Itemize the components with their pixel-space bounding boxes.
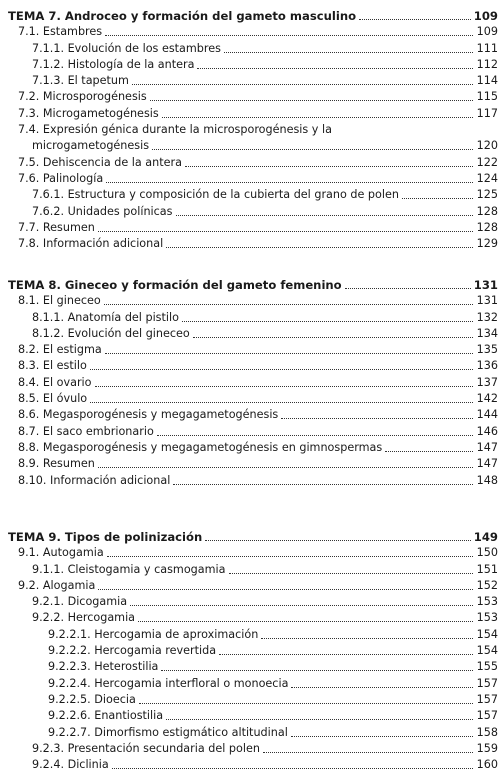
toc-entry[interactable] bbox=[8, 88, 498, 104]
toc-entry[interactable] bbox=[8, 325, 498, 341]
toc-entry[interactable] bbox=[8, 544, 498, 560]
toc-entry[interactable] bbox=[8, 308, 498, 324]
toc-page-number: 111 bbox=[476, 41, 498, 55]
dot-leader bbox=[219, 654, 473, 655]
chapter-heading[interactable] bbox=[8, 3, 498, 23]
toc-page-number: 151 bbox=[476, 562, 498, 576]
toc-entry-title: 8.1.2. Evolución del gineceo bbox=[32, 326, 190, 340]
toc-entry-title: 8.6. Megasporogénesis y megagametogénesis bbox=[18, 408, 279, 422]
toc-entry-title: 9.1.1. Cleistogamia y casmogamia bbox=[32, 562, 226, 576]
toc-entry[interactable] bbox=[8, 707, 498, 723]
dot-leader bbox=[150, 100, 473, 101]
toc-page-number: 122 bbox=[476, 155, 498, 169]
toc-page-number: 146 bbox=[476, 424, 498, 438]
toc-entry[interactable] bbox=[8, 56, 498, 72]
toc-entry-title: 7.3. Microgametogénesis bbox=[18, 106, 159, 120]
toc-entry-title: 8.7. El saco embrionario bbox=[18, 424, 154, 438]
dot-leader bbox=[98, 589, 473, 590]
dot-leader bbox=[107, 556, 473, 557]
toc-entry-title: 7.2. Microsporogénesis bbox=[18, 90, 147, 104]
dot-leader bbox=[104, 304, 473, 305]
dot-leader bbox=[402, 198, 473, 199]
toc-entry[interactable] bbox=[8, 625, 498, 641]
toc-entry[interactable] bbox=[8, 577, 498, 593]
dot-leader bbox=[359, 19, 471, 20]
dot-leader bbox=[139, 703, 473, 704]
toc-entry-title: TEMA 7. Androceo y formación del gameto masculino bbox=[8, 9, 357, 23]
toc-entry[interactable] bbox=[8, 137, 498, 153]
dot-leader bbox=[176, 215, 474, 216]
dot-leader bbox=[182, 321, 473, 322]
toc-page-number: 109 bbox=[476, 25, 498, 39]
toc-page-number: 152 bbox=[476, 578, 498, 592]
chapter-heading[interactable] bbox=[8, 272, 498, 292]
toc-entry-first-line[interactable]: 7.4. Expresión génica durante la microsporogénesis y la bbox=[18, 123, 332, 137]
toc-entry[interactable] bbox=[8, 235, 498, 251]
toc-entry-title: 9.2.2. Hercogamia bbox=[32, 611, 136, 625]
dot-leader bbox=[106, 182, 473, 183]
toc-entry[interactable] bbox=[8, 609, 498, 625]
toc-page-number: 153 bbox=[476, 611, 498, 625]
toc-page-number: 109 bbox=[473, 9, 498, 23]
toc-page-number: 157 bbox=[476, 692, 498, 706]
toc-entry-title: 8.3. El estilo bbox=[18, 359, 87, 373]
toc-entry-title: 9.2.4. Diclinia bbox=[32, 758, 109, 772]
toc-page-number: 159 bbox=[476, 741, 498, 755]
toc-entry[interactable] bbox=[8, 373, 498, 389]
toc-entry[interactable] bbox=[8, 202, 498, 218]
toc-page-number: 128 bbox=[476, 204, 498, 218]
toc-entry[interactable] bbox=[8, 560, 498, 576]
dot-leader bbox=[157, 435, 473, 436]
toc-entry[interactable] bbox=[8, 170, 498, 186]
toc-page-number: 128 bbox=[476, 220, 498, 234]
dot-leader bbox=[261, 638, 473, 639]
dot-leader bbox=[112, 768, 473, 769]
toc-section-tema-7 bbox=[8, 3, 498, 251]
dot-leader bbox=[229, 573, 474, 574]
dot-leader bbox=[90, 402, 473, 403]
dot-leader bbox=[224, 52, 473, 53]
toc-entry-title: 7.5. Dehiscencia de la antera bbox=[18, 155, 182, 169]
toc-entry-title: 9.2.2.1. Hercogamia de aproximación bbox=[48, 627, 259, 641]
dot-leader bbox=[130, 605, 473, 606]
toc-page-number: 150 bbox=[476, 546, 498, 560]
dot-leader bbox=[385, 451, 473, 452]
toc-page-number: 114 bbox=[476, 74, 498, 88]
dot-leader bbox=[193, 337, 473, 338]
toc-page-number: 154 bbox=[476, 627, 498, 641]
toc-page-number: 158 bbox=[476, 725, 498, 739]
toc-entry[interactable] bbox=[8, 186, 498, 202]
dot-leader bbox=[185, 166, 473, 167]
toc-entry-title: 9.2.2.4. Hercogamia interfloral o monoecia bbox=[48, 676, 289, 690]
toc-entry-title: microgametogénesis bbox=[32, 139, 150, 153]
toc-entry-title: 7.1.1. Evolución de los estambres bbox=[32, 41, 221, 55]
toc-page-number: 160 bbox=[476, 758, 498, 772]
toc-entry[interactable] bbox=[8, 593, 498, 609]
dot-leader bbox=[162, 117, 473, 118]
toc-page-number: 124 bbox=[476, 171, 498, 185]
dot-leader bbox=[291, 687, 473, 688]
toc-entry-title: TEMA 8. Gineceo y formación del gameto femenino bbox=[8, 278, 342, 292]
dot-leader bbox=[132, 84, 473, 85]
toc-page-number: 132 bbox=[476, 310, 498, 324]
toc-page-number: 136 bbox=[476, 359, 498, 373]
toc-entry[interactable] bbox=[8, 674, 498, 690]
toc-entry-title: 7.6.2. Unidades polínicas bbox=[32, 204, 173, 218]
toc-entry-title: 8.1.1. Anatomía del pistilo bbox=[32, 310, 179, 324]
toc-page-number: 129 bbox=[476, 237, 498, 251]
toc-entry[interactable] bbox=[8, 455, 498, 471]
toc-entry[interactable] bbox=[8, 740, 498, 756]
toc-entry[interactable] bbox=[8, 72, 498, 88]
toc-entry-title: 7.6.1. Estructura y composición de la cubierta del grano de polen bbox=[32, 188, 399, 202]
dot-leader bbox=[281, 418, 473, 419]
toc-entry-title: 7.6. Palinología bbox=[18, 171, 104, 185]
toc-entry[interactable] bbox=[8, 406, 498, 422]
toc-entry[interactable] bbox=[8, 390, 498, 406]
toc-page-number: 147 bbox=[476, 440, 498, 454]
toc-entry-title: 9.2.1. Dicogamia bbox=[32, 595, 128, 609]
toc-section-tema-8 bbox=[8, 272, 498, 488]
toc-entry[interactable] bbox=[8, 471, 498, 487]
toc-entry-title: 8.10. Información adicional bbox=[18, 473, 171, 487]
toc-entry[interactable] bbox=[8, 642, 498, 658]
toc-entry[interactable] bbox=[8, 104, 498, 120]
toc-page-number: 135 bbox=[476, 343, 498, 357]
toc-entry-title: 8.8. Megasporogénesis y megagametogénesis en gimnospermas bbox=[18, 440, 383, 454]
toc-entry-title: 7.8. Información adicional bbox=[18, 237, 164, 251]
dot-leader bbox=[105, 353, 473, 354]
toc-entry-title: 9.2.2.6. Enantiostilia bbox=[48, 709, 164, 723]
dot-leader bbox=[205, 540, 471, 541]
toc-entry[interactable] bbox=[8, 723, 498, 739]
toc-entry-title: 7.1.3. El tapetum bbox=[32, 74, 129, 88]
toc-page-number: 142 bbox=[476, 392, 498, 406]
toc-page-number: 117 bbox=[476, 106, 498, 120]
toc-entry-title: 9.1. Autogamia bbox=[18, 546, 104, 560]
toc-page-number: 147 bbox=[476, 457, 498, 471]
toc-page-number: 149 bbox=[473, 530, 498, 544]
toc-entry[interactable] bbox=[8, 439, 498, 455]
toc-entry-title: 9.2.2.7. Dimorfismo estigmático altitudinal bbox=[48, 725, 288, 739]
dot-leader bbox=[197, 68, 473, 69]
toc-entry[interactable] bbox=[8, 219, 498, 235]
toc-entry-title: 9.2. Alogamia bbox=[18, 578, 96, 592]
toc-entry[interactable] bbox=[8, 341, 498, 357]
dot-leader bbox=[166, 719, 473, 720]
toc-page-number: 157 bbox=[476, 676, 498, 690]
toc-entry[interactable] bbox=[8, 23, 498, 39]
dot-leader bbox=[90, 369, 473, 370]
toc-entry[interactable] bbox=[8, 756, 498, 772]
toc-entry-title: 7.1.2. Histología de la antera bbox=[32, 57, 195, 71]
toc-page-number: 131 bbox=[473, 278, 498, 292]
toc-entry-title: 8.5. El óvulo bbox=[18, 392, 88, 406]
dot-leader bbox=[161, 670, 473, 671]
toc-entry-title: 8.2. El estigma bbox=[18, 343, 102, 357]
toc-page-number: 148 bbox=[476, 473, 498, 487]
toc-page-number: 115 bbox=[476, 90, 498, 104]
toc-section-tema-9 bbox=[8, 524, 498, 772]
toc-entry[interactable] bbox=[8, 292, 498, 308]
toc-page-number: 131 bbox=[476, 294, 498, 308]
toc-page-number: 155 bbox=[476, 660, 498, 674]
dot-leader bbox=[166, 247, 473, 248]
toc-entry[interactable] bbox=[8, 658, 498, 674]
toc-page-number: 153 bbox=[476, 595, 498, 609]
toc-entry-title: 7.1. Estambres bbox=[18, 25, 103, 39]
toc-entry-title: 9.2.2.2. Hercogamia revertida bbox=[48, 644, 217, 658]
dot-leader bbox=[95, 386, 473, 387]
toc-entry[interactable] bbox=[8, 422, 498, 438]
toc-page-number: 154 bbox=[476, 644, 498, 658]
toc-page-number: 137 bbox=[476, 375, 498, 389]
chapter-heading[interactable] bbox=[8, 524, 498, 544]
dot-leader bbox=[291, 736, 473, 737]
toc-entry[interactable] bbox=[8, 39, 498, 55]
toc-page-number: 134 bbox=[476, 326, 498, 340]
toc-entry[interactable] bbox=[8, 357, 498, 373]
toc-entry-title: 8.1. El gineceo bbox=[18, 294, 101, 308]
dot-leader bbox=[98, 231, 473, 232]
toc-entry[interactable] bbox=[8, 691, 498, 707]
dot-leader bbox=[263, 752, 473, 753]
toc-entry-title: 9.2.3. Presentación secundaria del polen bbox=[32, 741, 260, 755]
dot-leader bbox=[345, 288, 471, 289]
dot-leader bbox=[98, 467, 473, 468]
dot-leader bbox=[138, 621, 473, 622]
toc-entry-title: TEMA 9. Tipos de polinización bbox=[8, 530, 203, 544]
toc-page-number: 112 bbox=[476, 57, 498, 71]
toc-entry-title: 9.2.2.5. Dioecia bbox=[48, 692, 136, 706]
toc-entry-title: 8.4. El ovario bbox=[18, 375, 92, 389]
toc-entry-title: 9.2.2.3. Heterostilia bbox=[48, 660, 159, 674]
toc-page-number: 120 bbox=[476, 139, 498, 153]
toc-page-number: 125 bbox=[476, 188, 498, 202]
toc-page-number: 157 bbox=[476, 709, 498, 723]
dot-leader bbox=[173, 484, 473, 485]
toc-page-number: 144 bbox=[476, 408, 498, 422]
toc-entry-title: 7.7. Resumen bbox=[18, 220, 95, 234]
dot-leader bbox=[105, 35, 473, 36]
dot-leader bbox=[152, 149, 473, 150]
toc-entry-title: 8.9. Resumen bbox=[18, 457, 95, 471]
toc-entry[interactable] bbox=[8, 153, 498, 169]
